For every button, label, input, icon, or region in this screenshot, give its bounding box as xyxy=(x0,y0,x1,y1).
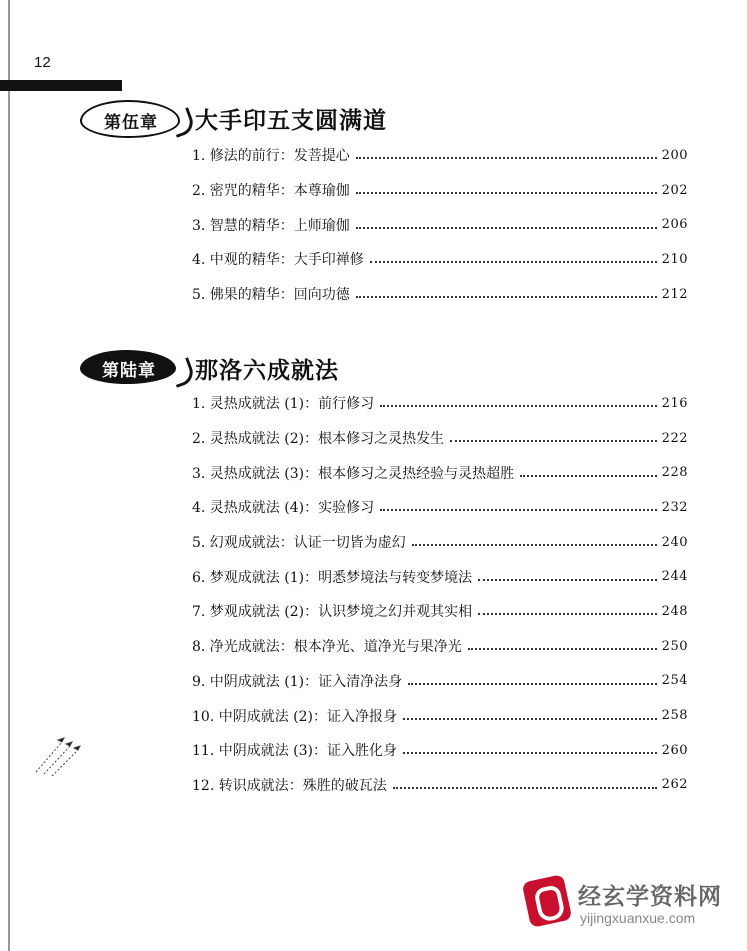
toc-entry[interactable] xyxy=(192,421,688,456)
toc-entry-page: 200 xyxy=(661,147,688,163)
toc-entry-page: 254 xyxy=(661,673,688,689)
toc-entry[interactable] xyxy=(192,629,688,664)
page-header-bar xyxy=(0,80,122,91)
toc-entry-page: 202 xyxy=(661,182,688,198)
chapter-6-title: 那洛六成就法 xyxy=(195,358,339,384)
chapter-5-toc xyxy=(192,138,688,311)
toc-entry-title: 9. 中阴成就法 (1)：证入清净法身 xyxy=(192,673,403,690)
toc-entry[interactable] xyxy=(192,386,688,421)
chapter-5-title: 大手印五支圆满道 xyxy=(195,108,387,134)
toc-entry[interactable] xyxy=(192,207,688,242)
toc-entry-title: 5. 佛果的精华：回向功德 xyxy=(192,287,350,304)
toc-entry-page: 212 xyxy=(661,286,688,302)
chapter-5-badge-label: 第伍章 xyxy=(104,113,158,133)
toc-entry-page: 228 xyxy=(661,465,688,481)
dot-leader xyxy=(412,544,657,546)
dot-leader xyxy=(356,296,657,298)
toc-entry-page: 262 xyxy=(661,777,688,793)
dot-leader xyxy=(478,579,657,581)
toc-entry[interactable] xyxy=(192,173,688,208)
toc-entry[interactable] xyxy=(192,277,688,312)
dot-leader xyxy=(380,509,657,511)
toc-entry-title: 7. 梦观成就法 (2)：认识梦境之幻并观其实相 xyxy=(192,604,473,621)
toc-entry-title: 8. 净光成就法：根本净光、道净光与果净光 xyxy=(192,639,462,656)
toc-entry[interactable] xyxy=(192,768,688,803)
toc-entry-page: 216 xyxy=(661,395,688,411)
toc-entry-page: 258 xyxy=(661,708,688,724)
toc-entry[interactable] xyxy=(192,733,688,768)
toc-entry-title: 5. 幻观成就法：认证一切皆为虚幻 xyxy=(192,535,406,552)
dot-leader xyxy=(468,648,657,650)
dot-leader xyxy=(478,613,657,615)
dot-leader xyxy=(356,157,657,159)
swirl-logo-icon xyxy=(522,874,573,928)
chapter-6-badge-label: 第陆章 xyxy=(102,361,156,381)
toc-entry-title: 3. 智慧的精华：上师瑜伽 xyxy=(192,217,350,234)
dot-leader xyxy=(370,261,657,263)
toc-entry-page: 250 xyxy=(661,638,688,654)
toc-entry-title: 1. 修法的前行：发菩提心 xyxy=(192,148,350,165)
dot-leader xyxy=(408,683,657,685)
chapter-6-badge xyxy=(80,350,176,384)
toc-entry[interactable] xyxy=(192,594,688,629)
toc-entry-title: 10. 中阴成就法 (2)：证入净报身 xyxy=(192,708,397,725)
toc-entry-page: 240 xyxy=(661,534,688,550)
toc-entry-title: 2. 灵热成就法 (2)：根本修习之灵热发生 xyxy=(192,431,445,448)
watermark-url: yijingxuanxue.com xyxy=(580,910,696,926)
toc-entry-title: 11. 中阴成就法 (3)：证入胜化身 xyxy=(192,743,397,760)
page-number: 12 xyxy=(34,54,51,71)
dot-leader xyxy=(520,475,657,477)
toc-entry-title: 4. 中观的精华：大手印禅修 xyxy=(192,252,364,269)
toc-entry[interactable] xyxy=(192,559,688,594)
chapter-6-toc xyxy=(192,386,688,802)
badge-swoosh-decoration xyxy=(168,357,196,388)
toc-entry-page: 232 xyxy=(661,499,688,515)
dot-leader xyxy=(356,227,657,229)
toc-entry-page: 222 xyxy=(661,430,688,446)
chapter-5-badge xyxy=(80,100,180,138)
toc-entry[interactable] xyxy=(192,698,688,733)
dot-leader xyxy=(393,787,657,789)
toc-entry-page: 206 xyxy=(661,217,688,233)
toc-entry-title: 6. 梦观成就法 (1)：明悉梦境法与转变梦境法 xyxy=(192,569,473,586)
badge-swoosh-decoration xyxy=(168,107,196,138)
toc-entry-page: 260 xyxy=(661,742,688,758)
toc-entry-title: 12. 转识成就法：殊胜的破瓦法 xyxy=(192,777,387,794)
toc-entry-title: 4. 灵热成就法 (4)：实验修习 xyxy=(192,500,375,517)
toc-entry-title: 2. 密咒的精华：本尊瑜伽 xyxy=(192,183,350,200)
toc-entry-title: 1. 灵热成就法 (1)：前行修习 xyxy=(192,396,375,413)
site-watermark xyxy=(526,876,736,932)
dot-leader xyxy=(403,752,657,754)
toc-entry[interactable] xyxy=(192,242,688,277)
toc-entry-page: 210 xyxy=(661,251,688,267)
arrows-decoration-icon xyxy=(34,736,84,776)
toc-entry[interactable] xyxy=(192,490,688,525)
toc-entry[interactable] xyxy=(192,455,688,490)
toc-entry[interactable] xyxy=(192,664,688,699)
dot-leader xyxy=(403,718,657,720)
dot-leader xyxy=(380,405,657,407)
toc-entry-page: 244 xyxy=(661,569,688,585)
toc-entry[interactable] xyxy=(192,525,688,560)
left-margin-rule xyxy=(8,0,10,951)
toc-entry-page: 248 xyxy=(661,603,688,619)
toc-entry-title: 3. 灵热成就法 (3)：根本修习之灵热经验与灵热超胜 xyxy=(192,465,515,482)
dot-leader xyxy=(450,440,657,442)
toc-entry[interactable] xyxy=(192,138,688,173)
watermark-site-name: 经玄学资料网 xyxy=(578,884,722,910)
dot-leader xyxy=(356,192,657,194)
